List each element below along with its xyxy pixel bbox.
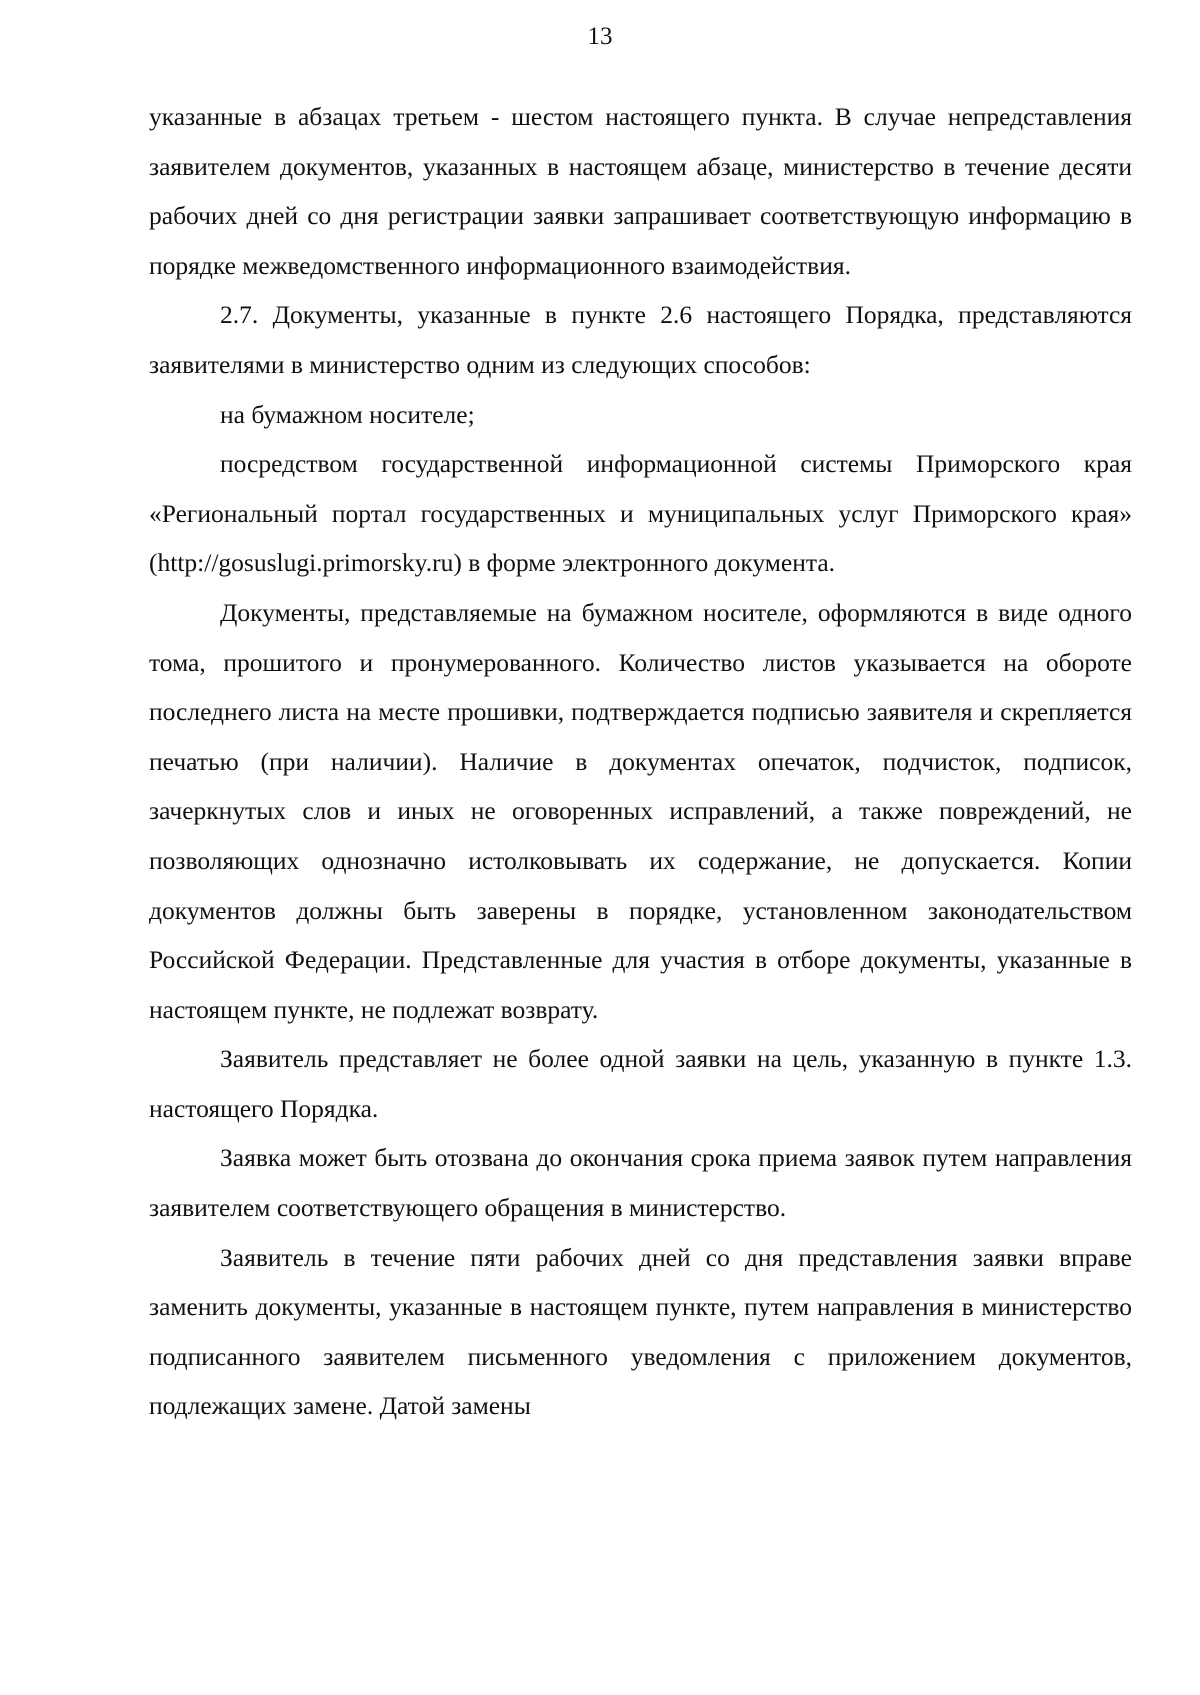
paragraph-continuation: указанные в абзацах третьем - шестом настоящего пункта. В случае непредставления заявителем документов, указанных в настоящем абзаце, министерство в течение десяти рабочих дней со дня регистрации заявки запрашивает соответствующую информацию в порядке межведомственного информационного взаимодействия.	[149, 102, 1132, 280]
paragraph-withdrawal: Заявка может быть отозвана до окончания срока приема заявок путем направления заявителем соответствующего обращения в министерство.	[149, 1143, 1132, 1223]
page-number: 13	[587, 23, 613, 50]
body-text	[149, 92, 1132, 1431]
paragraph-paper-medium: на бумажном носителе;	[220, 399, 475, 429]
paragraph-paper-requirements: Документы, представляемые на бумажном носителе, оформляются в виде одного тома, прошитого и пронумерованного. Количество листов указывается на обороте последнего листа на месте прошивки, подтверждается подписью заявителя и скрепляется печатью (при наличии). Наличие в документах опечаток, подчисток, подписок, зачеркнутых слов и иных не оговоренных исправлений, а также повреждений, не позволяющих однозначно истолковывать их содержание, не допускается. Копии документов должны быть заверены в порядке, установленном законодательством Российской Федерации. Представленные для участия в отборе документы, указанные в настоящем пункте, не подлежат возврату.	[149, 597, 1132, 1024]
paragraph-replacement: Заявитель в течение пяти рабочих дней со дня представления заявки вправе заменить документы, указанные в настоящем пункте, путем направления в министерство подписанного заявителем письменного уведомления с приложением документов, подлежащих замене. Датой замены	[149, 1242, 1132, 1421]
paragraph-electronic-portal: посредством государственной информационной системы Приморского края «Региональный портал государственных и муниципальных услуг Приморского края» (http://gosuslugi.primorsky.ru) в форме электронного документа.	[149, 449, 1132, 578]
paragraph-2-7: 2.7. Документы, указанные в пункте 2.6 настоящего Порядка, представляются заявителями в министерство одним из следующих способов:	[149, 300, 1132, 379]
paragraph-one-application: Заявитель представляет не более одной заявки на цель, указанную в пункте 1.3. настоящего Порядка.	[149, 1044, 1132, 1123]
